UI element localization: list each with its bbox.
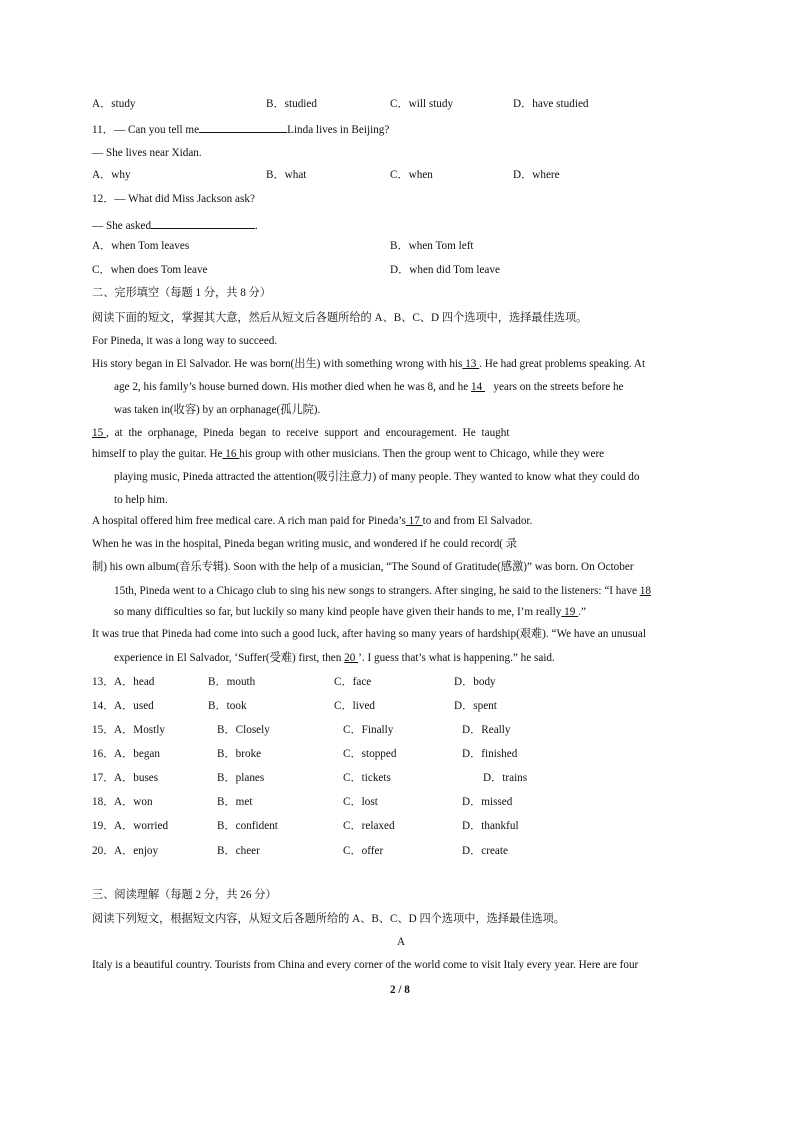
q11-stem-part-a: 11．— Can you tell me — [92, 124, 200, 136]
cloze-option-b: B．mouth — [208, 676, 256, 688]
cloze-text: experience in El Salvador, ‘Suffer(受难) first, then — [114, 652, 342, 664]
cloze-question-number: 19． — [92, 820, 115, 832]
cloze-text: 15th, Pineda went to a Chicago club to sing his new songs to strangers. After singing, he said to the listeners: “I have — [114, 585, 637, 597]
cloze-instruction: 阅读下面的短文，掌握其大意，然后从短文后各题所给的 A、B、C、D 四个选项中，选择最佳选项。 — [92, 312, 588, 324]
cloze-option-b: B．planes — [217, 772, 265, 784]
passage-label: A — [397, 936, 406, 948]
q12-answer-part-a: — She asked — [92, 220, 152, 232]
page-number: 2 / 8 — [390, 984, 410, 996]
cloze-p1-line3: was taken in(收容) by an orphanage(孤儿院). — [114, 404, 321, 416]
q12-blank — [151, 217, 255, 229]
cloze-option-a: A．won — [114, 796, 153, 808]
q10-option-d: D．have studied — [513, 98, 589, 110]
q12-answer-part-b: . — [255, 220, 258, 232]
q10-option-c: C．will study — [390, 98, 454, 110]
cloze-p4-line3 — [114, 584, 651, 598]
cloze-question-number: 18． — [92, 796, 115, 808]
cloze-text: , at the orphanage, Pineda began to receive support and encouragement. He taught — [105, 427, 510, 439]
q11-option-b: B．what — [266, 169, 307, 181]
cloze-text: A hospital offered him free medical care. A rich man paid for Pineda’s — [92, 515, 406, 527]
cloze-option-d: D．Really — [462, 724, 511, 736]
cloze-option-a: A．used — [114, 700, 154, 712]
cloze-option-c: C．face — [334, 676, 372, 688]
cloze-option-b: B．Closely — [217, 724, 270, 736]
cloze-option-c: C．tickets — [343, 772, 391, 784]
cloze-p2-line4: to help him. — [114, 494, 168, 506]
cloze-option-a: A．Mostly — [114, 724, 165, 736]
cloze-option-a: A．worried — [114, 820, 169, 832]
cloze-p4-line2: 制) his own album(音乐专辑). Soon with the help of a musician, “The Sound of Gratitude(感激)” was born. On October — [92, 561, 634, 573]
cloze-option-c: C．Finally — [343, 724, 394, 736]
q11-stem-part-b: Linda lives in Beijing? — [287, 124, 390, 136]
cloze-question-number: 17． — [92, 772, 115, 784]
cloze-question-number: 14． — [92, 700, 115, 712]
cloze-option-b: B．broke — [217, 748, 262, 760]
q12-option-b: B．when Tom left — [390, 240, 474, 252]
cloze-option-c: C．lost — [343, 796, 378, 808]
q12-option-a: A．when Tom leaves — [92, 240, 190, 252]
cloze-option-d: D．finished — [462, 748, 518, 760]
cloze-text: ’. I guess that’s what is happening.” he said. — [358, 652, 555, 664]
blank-20: 20 — [344, 652, 359, 664]
q11-option-a: A．why — [92, 169, 131, 181]
q10-option-b: B．studied — [266, 98, 317, 110]
cloze-question-number: 13． — [92, 676, 115, 688]
q12-answer — [92, 217, 258, 233]
cloze-option-b: B．confident — [217, 820, 278, 832]
blank-14: 14 — [471, 381, 485, 393]
blank-18: 18 — [639, 585, 651, 597]
cloze-text: . He had great problems speaking. At — [479, 358, 646, 370]
cloze-p1-line1 — [92, 357, 645, 371]
q11-option-d: D．where — [513, 169, 560, 181]
cloze-option-a: A．enjoy — [114, 845, 159, 857]
cloze-p2-line2 — [92, 447, 604, 461]
cloze-p4-line4 — [114, 605, 586, 619]
cloze-heading: 二、完形填空（每题 1 分，共 8 分） — [92, 287, 272, 299]
cloze-p3 — [92, 514, 532, 528]
cloze-text: his group with other musicians. Then the group went to Chicago, while they were — [239, 448, 605, 460]
cloze-p2-line1 — [92, 426, 509, 440]
cloze-option-d: D．thankful — [462, 820, 519, 832]
cloze-p4-line1: When he was in the hospital, Pineda began writing music, and wondered if he could record( 录 — [92, 538, 518, 550]
cloze-text: age 2, his family’s house burned down. His mother died when he was 8, and he — [114, 381, 469, 393]
q12-option-d: D．when did Tom leave — [390, 264, 500, 276]
cloze-p5-line1: It was true that Pineda had come into such a good luck, after having so many years of hardship(艰难). “We have an unusual — [92, 628, 646, 640]
cloze-option-d: D．spent — [454, 700, 497, 712]
cloze-option-d: D．trains — [483, 772, 528, 784]
cloze-option-c: C．stopped — [343, 748, 397, 760]
cloze-text: so many difficulties so far, but luckily so many kind people have given their hands to me, I’m really — [114, 606, 562, 618]
cloze-option-a: A．began — [114, 748, 160, 760]
blank-19: 19 — [561, 606, 579, 618]
reading-instruction: 阅读下列短文，根据短文内容，从短文后各题所给的 A、B、C、D 四个选项中，选择最佳选项。 — [92, 913, 565, 925]
cloze-option-d: D．body — [454, 676, 496, 688]
cloze-option-d: D．create — [462, 845, 508, 857]
cloze-text: years on the streets before he — [493, 381, 624, 393]
cloze-option-a: A．buses — [114, 772, 159, 784]
blank-17: 17 — [405, 515, 423, 527]
cloze-option-c: C．offer — [343, 845, 384, 857]
cloze-option-b: B．met — [217, 796, 253, 808]
cloze-text: himself to play the guitar. He — [92, 448, 223, 460]
reading-heading: 三、阅读理解（每题 2 分，共 26 分） — [92, 889, 277, 901]
blank-16: 16 — [222, 448, 240, 460]
cloze-text: His story began in El Salvador. He was born(出生) with something wrong with his — [92, 358, 463, 370]
cloze-option-d: D．missed — [462, 796, 513, 808]
cloze-text: to and from El Salvador. — [422, 515, 533, 527]
q11-answer: — She lives near Xidan. — [92, 147, 202, 159]
cloze-title: For Pineda, it was a long way to succeed. — [92, 335, 278, 347]
cloze-option-c: C．relaxed — [343, 820, 395, 832]
cloze-option-c: C．lived — [334, 700, 376, 712]
passage-a-line1: Italy is a beautiful country. Tourists from China and every corner of the world come to visit Italy every year. Here are four — [92, 959, 639, 971]
q11-blank — [199, 121, 287, 133]
cloze-p1-line2 — [114, 380, 624, 394]
cloze-option-b: B．took — [208, 700, 247, 712]
cloze-option-a: A．head — [114, 676, 155, 688]
q10-option-a: A．study — [92, 98, 136, 110]
cloze-question-number: 20． — [92, 845, 115, 857]
blank-13: 13 — [462, 358, 480, 370]
cloze-p2-line3: playing music, Pineda attracted the attention(吸引注意力) of many people. They wanted to know what they could do — [114, 471, 640, 483]
cloze-question-number: 16． — [92, 748, 115, 760]
cloze-option-b: B．cheer — [217, 845, 260, 857]
cloze-question-number: 15． — [92, 724, 115, 736]
cloze-p5-line2 — [114, 651, 555, 665]
q12-option-c: C．when does Tom leave — [92, 264, 208, 276]
cloze-text: .” — [578, 606, 586, 618]
q12-stem: 12．— What did Miss Jackson ask? — [92, 193, 255, 205]
q11-option-c: C．when — [390, 169, 433, 181]
blank-15: 15 — [92, 427, 106, 439]
q11-stem — [92, 121, 389, 137]
